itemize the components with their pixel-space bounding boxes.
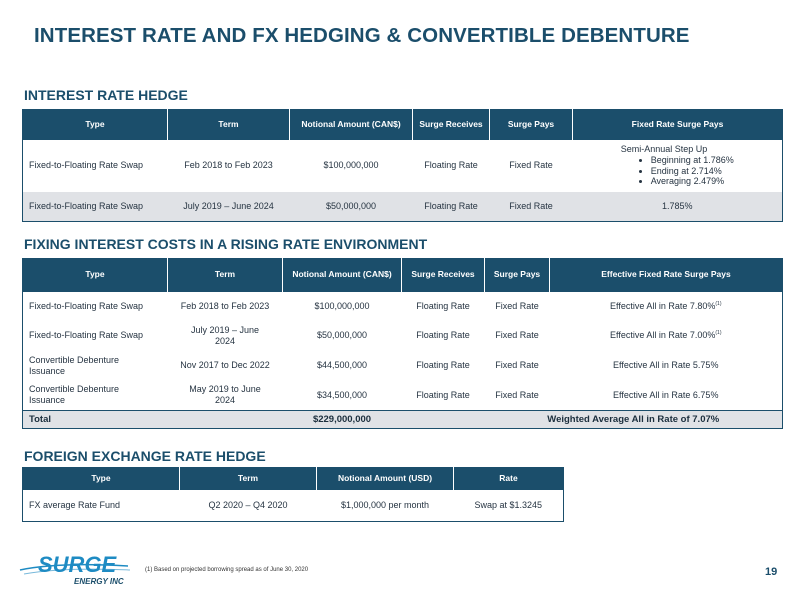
table-row	[23, 351, 783, 381]
cell-receives: Floating Rate	[413, 192, 490, 222]
cell-pays: Fixed Rate	[509, 160, 553, 171]
cell-rate	[550, 321, 783, 351]
total-rate: Weighted Average All in Rate of 7.07%	[485, 411, 783, 429]
cell-pays: Fixed Rate	[490, 192, 573, 222]
rate-title: Semi-Annual Step Up	[620, 143, 708, 154]
cell-notional: $50,000,000	[290, 192, 413, 222]
col-receives: Surge Receives	[413, 110, 490, 140]
cell-type: Convertible Debenture Issuance	[29, 354, 120, 376]
cell-rate: Effective All in Rate 5.75%	[613, 360, 719, 371]
cell-rate	[573, 140, 783, 192]
col-notional: Notional Amount (CAN$)	[283, 259, 402, 292]
surge-logo	[18, 550, 138, 590]
cell-rate: 1.785%	[573, 192, 783, 222]
col-pays: Surge Pays	[485, 259, 550, 292]
cell-receives: Floating Rate	[416, 330, 470, 341]
footnote: (1) Based on projected borrowing spread as of June 30, 2020	[145, 567, 309, 573]
col-type: Type	[23, 468, 180, 490]
cell-term: May 2019 to June 2024	[189, 384, 261, 406]
fixing-interest-costs-table	[22, 258, 783, 429]
fx-rate-hedge-heading: FOREIGN EXCHANGE RATE HEDGE	[24, 448, 266, 464]
cell-notional: $1,000,000 per month	[340, 499, 430, 510]
page-title: INTEREST RATE AND FX HEDGING & CONVERTIBLE DEBENTURE	[34, 24, 690, 47]
rate-bullet: • Ending at 2.714%	[651, 166, 734, 177]
col-rate: Effective Fixed Rate Surge Pays	[550, 259, 783, 292]
cell-receives: Floating Rate	[416, 360, 470, 371]
table-row	[23, 140, 783, 192]
cell-notional: $100,000,000	[323, 160, 379, 171]
table-row	[23, 381, 783, 411]
cell-term: July 2019 – June 2024	[190, 324, 260, 346]
total-row	[23, 411, 783, 429]
cell-pays: Fixed Rate	[495, 389, 539, 400]
total-label: Total	[23, 411, 168, 429]
fixing-interest-costs-heading: FIXING INTEREST COSTS IN A RISING RATE ENVIRONMENT	[24, 236, 428, 252]
cell-type: FX average Rate Fund	[29, 499, 121, 510]
fx-rate-hedge-table	[22, 467, 564, 522]
interest-rate-hedge-heading: INTEREST RATE HEDGE	[24, 87, 188, 103]
col-receives: Surge Receives	[402, 259, 485, 292]
cell-type: Fixed-to-Floating Rate Swap	[29, 160, 144, 171]
cell-rate: Effective All in Rate 6.75%	[613, 389, 719, 400]
rate-bullet: • Averaging 2.479%	[651, 176, 734, 187]
col-rate: Fixed Rate Surge Pays	[573, 110, 783, 140]
col-notional: Notional Amount (CAN$)	[290, 110, 413, 140]
rate-text: Effective All in Rate 7.00%	[609, 330, 716, 341]
rate-text: Effective All in Rate 7.80%	[609, 300, 716, 311]
table-row	[23, 321, 783, 351]
cell-term: July 2019 – June 2024	[168, 192, 290, 222]
cell-rate	[550, 292, 783, 321]
col-term: Term	[180, 468, 317, 490]
logo-text: SURGE	[38, 552, 117, 577]
cell-rate: Swap at $1.3245	[474, 499, 543, 510]
cell-type: Fixed-to-Floating Rate Swap	[29, 330, 144, 341]
table-row	[23, 292, 783, 321]
cell-receives: Floating Rate	[424, 160, 478, 171]
cell-notional: $50,000,000	[316, 330, 368, 341]
cell-term: Nov 2017 to Dec 2022	[180, 360, 270, 371]
table-row	[23, 490, 564, 522]
interest-rate-hedge-table	[22, 109, 783, 222]
col-rate: Rate	[454, 468, 564, 490]
cell-notional: $34,500,000	[316, 389, 368, 400]
total-amount: $229,000,000	[283, 411, 402, 429]
footnote-ref: (1)	[715, 300, 722, 307]
cell-receives: Floating Rate	[416, 389, 470, 400]
cell-type: Convertible Debenture Issuance	[29, 384, 120, 406]
cell-type: Fixed-to-Floating Rate Swap	[23, 192, 168, 222]
cell-pays: Fixed Rate	[495, 300, 539, 311]
col-pays: Surge Pays	[490, 110, 573, 140]
col-term: Term	[168, 259, 283, 292]
cell-type: Fixed-to-Floating Rate Swap	[29, 300, 144, 311]
col-notional: Notional Amount (USD)	[317, 468, 454, 490]
cell-term: Feb 2018 to Feb 2023	[180, 300, 270, 311]
cell-notional: $44,500,000	[316, 360, 368, 371]
cell-notional: $100,000,000	[314, 300, 370, 311]
col-term: Term	[168, 110, 290, 140]
table-row	[23, 192, 783, 222]
col-type: Type	[23, 110, 168, 140]
cell-pays: Fixed Rate	[495, 360, 539, 371]
page-number: 19	[765, 566, 778, 578]
cell-term: Feb 2018 to Feb 2023	[184, 160, 273, 171]
rate-bullet: • Beginning at 1.786%	[651, 155, 734, 166]
cell-term: Q2 2020 – Q4 2020	[208, 499, 288, 510]
logo-subtext: ENERGY INC	[74, 577, 124, 586]
cell-receives: Floating Rate	[416, 300, 470, 311]
footnote-ref: (1)	[715, 330, 722, 337]
cell-pays: Fixed Rate	[495, 330, 539, 341]
col-type: Type	[23, 259, 168, 292]
